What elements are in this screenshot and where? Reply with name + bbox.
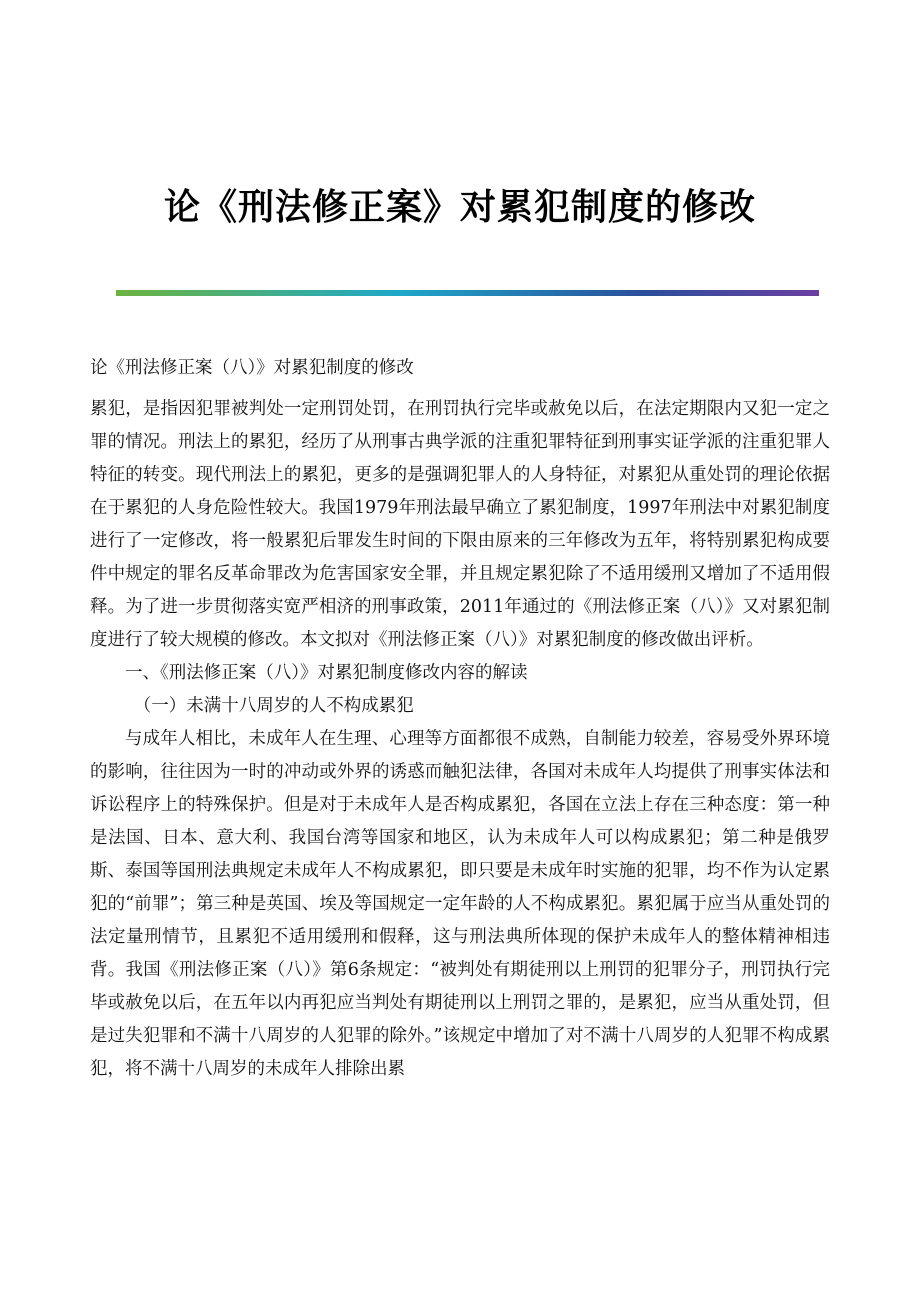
document-title: 论《刑法修正案》对累犯制度的修改: [163, 186, 756, 228]
subsection-heading: （一）未满十八周岁的人不构成累犯: [133, 696, 414, 716]
document-subtitle: 论《刑法修正案（八）》对累犯制度的修改: [90, 358, 414, 378]
document-body: [90, 352, 830, 1086]
section-heading: 一、《刑法修正案（八）》对累犯制度修改内容的解读: [125, 663, 528, 683]
body-paragraph-intro: 累犯，是指因犯罪被判处一定刑罚处罚，在刑罚执行完毕或赦免以后，在法定期限内又犯一定之罪的情况。刑法上的累犯，经历了从刑事古典学派的注重犯罪特征到刑事实证学派的注重犯罪人特征的转变。现代刑法上的累犯，更多的是强调犯罪人的人身特征，对累犯从重处罚的理论依据在于累犯的人身危险性较大。我国1979年刑法最早确立了累犯制度，1997年刑法中对累犯制度进行了一定修改，将一般累犯后罪发生时间的下限由原来的三年修改为五年，将特别累犯构成要件中规定的罪名反革命罪改为危害国家安全罪，并且规定累犯除了不适用缓刑又增加了不适用假释。为了进一步贯彻落实宽严相济的刑事政策，2011年通过的《刑法修正案（八）》又对累犯制度进行了较大规模的修改。本文拟对《刑法修正案（八）》对累犯制度的修改做出评析。: [90, 399, 830, 650]
body-paragraph: 与成年人相比，未成年人在生理、心理等方面都很不成熟，自制能力较差，容易受外界环境的影响，往往因为一时的冲动或外界的诱惑而触犯法律，各国对未成年人均提供了刑事实体法和诉讼程序上的特殊保护。但是对于未成年人是否构成累犯，各国在立法上存在三种态度：第一种是法国、日本、意大利、我国台湾等国家和地区，认为未成年人可以构成累犯；第二种是俄罗斯、泰国等国刑法典规定未成年人不构成累犯，即只要是未成年时实施的犯罪，均不作为认定累犯的“前罪”；第三种是英国、埃及等国规定一定年龄的人不构成累犯。累犯属于应当从重处罚的法定量刑情节，且累犯不适用缓刑和假释，这与刑法典所体现的保护未成年人的整体精神相违背。我国《刑法修正案（八）》第6条规定：“被判处有期徒刑以上刑罚的犯罪分子，刑罚执行完毕或赦免以后，在五年以内再犯应当判处有期徒刑以上刑罚之罪的，是累犯，应当从重处罚，但是过失犯罪和不满十八周岁的人犯罪的除外。”该规定中增加了对不满十八周岁的人犯罪不构成累犯，将不满十八周岁的未成年人排除出累: [90, 729, 830, 1079]
title-gradient-rule: [116, 290, 819, 296]
